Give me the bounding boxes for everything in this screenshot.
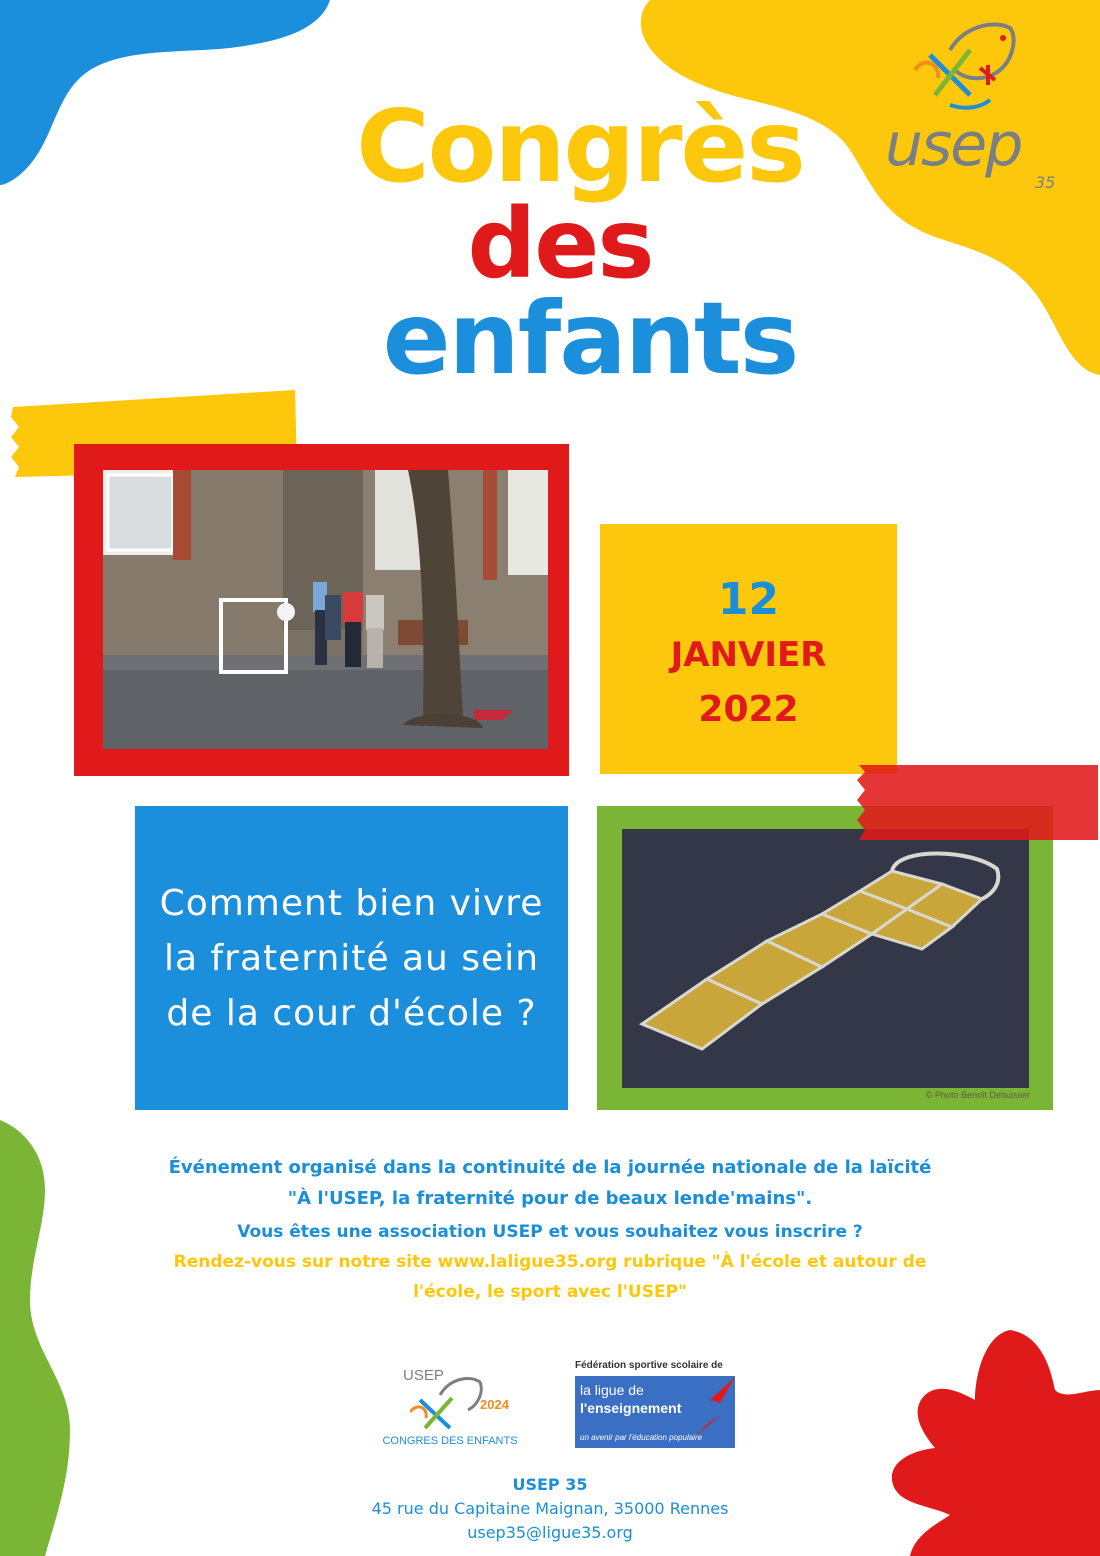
congres-fish-icon (410, 1370, 490, 1435)
info-line-2: "À l'USEP, la fraternité pour de beaux lende'mains". (287, 1188, 813, 1209)
congres-logo-text: CONGRES DES ENFANTS (382, 1435, 518, 1447)
ligue-logo-tagline: un avenir par l'éducation populaire (580, 1433, 703, 1442)
tape-red (853, 760, 1100, 845)
question-box (135, 806, 568, 1110)
title-line-2: des (467, 188, 653, 300)
date-box (600, 524, 897, 774)
congres-2024-logo (365, 1365, 535, 1455)
title-line-1: Congrès (356, 88, 804, 205)
ligue-logo-header: Fédération sportive scolaire de (575, 1360, 723, 1371)
usep-fish-icon (910, 10, 1030, 120)
date-day: 12 (717, 574, 780, 625)
info-line-1: Événement organisé dans la continuité de la journée nationale de la laïcité (168, 1157, 932, 1178)
footer-address: 45 rue du Capitaine Maignan, 35000 Rennes (371, 1499, 729, 1518)
usep-logo-number: 35 (1035, 173, 1056, 192)
info-line-5: l'école, le sport avec l'USEP" (413, 1282, 687, 1302)
ligue-logo-name-2: l'enseignement (580, 1400, 682, 1416)
footer-email: usep35@ligue35.org (467, 1523, 633, 1542)
hopscotch-photo (622, 829, 1029, 1088)
footer-org: USEP 35 (512, 1475, 588, 1494)
congres-logo-year: 2024 (480, 1397, 509, 1412)
usep35-logo (875, 10, 1075, 190)
ligue-logo (575, 1360, 740, 1450)
date-month: JANVIER (670, 635, 827, 675)
usep-logo-word: usep (885, 110, 1022, 180)
photo-credit: © Photo Benoît Debuisser (925, 1090, 1030, 1100)
title-line-3: enfants (382, 280, 798, 397)
ligue-arrow-icon (690, 1375, 740, 1445)
info-line-3: Vous êtes une association USEP et vous souhaitez vous inscrire ? (237, 1222, 863, 1242)
schoolyard-photo (103, 470, 548, 749)
date-year: 2022 (698, 689, 799, 730)
congres-logo-usep: USEP (403, 1367, 444, 1384)
ligue-logo-name-1: la ligue de (580, 1382, 644, 1398)
question-text: Comment bien vivre la fraternité au sein de la cour d'école ? (159, 882, 544, 1034)
info-line-4: Rendez-vous sur notre site www.laligue35.org rubrique "À l'école et autour de (173, 1252, 927, 1272)
